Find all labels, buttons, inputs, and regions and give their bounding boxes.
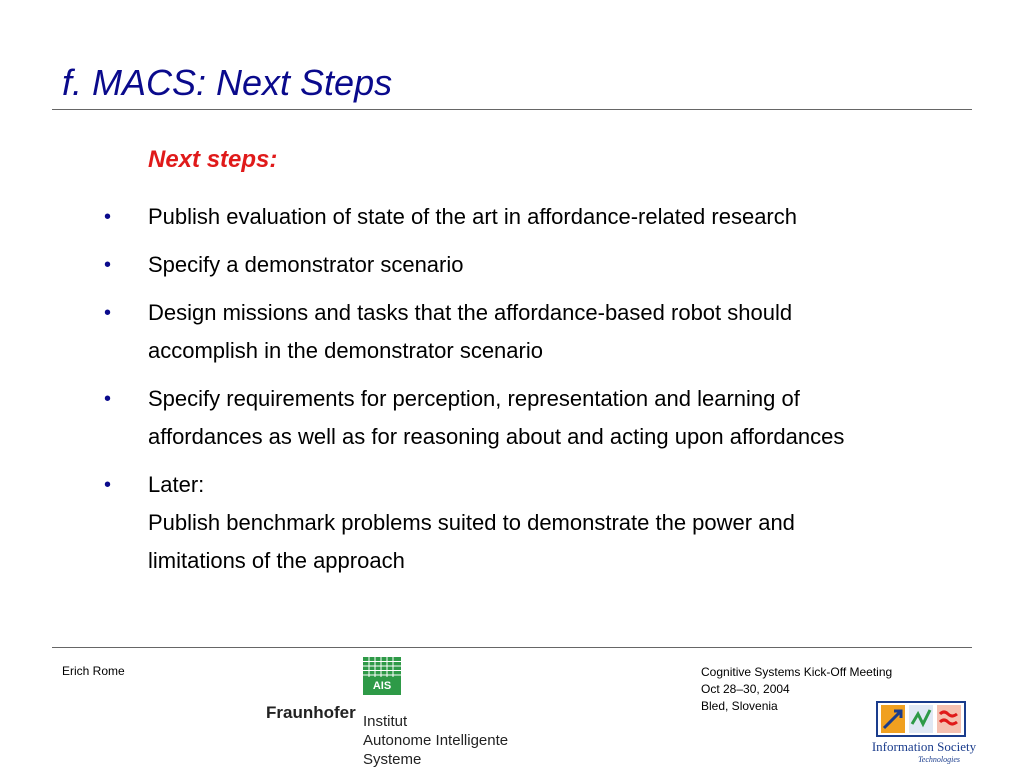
bullet-item <box>104 198 984 236</box>
bullet-item <box>104 246 984 284</box>
fraunhofer-ais-logo-icon <box>363 657 401 695</box>
bullet-text: Publish evaluation of state of the art in affordance-related research <box>148 204 797 229</box>
bullet-marker: • <box>104 474 112 496</box>
institute-line: Systeme <box>363 751 422 768</box>
bullet-text: limitations of the approach <box>148 548 405 573</box>
slide-title: f. MACS: Next Steps <box>62 62 393 103</box>
bullet-marker: • <box>104 302 112 324</box>
footer-divider <box>52 647 972 648</box>
event-name: Cognitive Systems Kick-Off Meeting <box>701 665 893 679</box>
bullet-text: accomplish in the demonstrator scenario <box>148 338 543 363</box>
ais-badge-text: AIS <box>372 680 392 692</box>
information-society-logo-icon <box>875 700 967 738</box>
bullet-item <box>104 380 984 456</box>
bullet-text: Specify requirements for perception, representation and learning of <box>148 386 800 411</box>
slide-subtitle: Next steps: <box>148 146 278 173</box>
bullet-marker: • <box>104 254 112 276</box>
footer-author: Erich Rome <box>62 664 125 678</box>
bullet-item <box>104 466 984 580</box>
ist-main-text: Information Society <box>871 739 977 754</box>
institute-name <box>363 712 508 769</box>
bullet-text: Specify a demonstrator scenario <box>148 252 464 277</box>
bullet-marker: • <box>104 388 112 410</box>
bullet-text: Publish benchmark problems suited to demonstrate the power and <box>148 510 795 535</box>
bullet-list <box>104 198 984 590</box>
bullet-text: affordances as well as for reasoning about and acting upon affordances <box>148 424 845 449</box>
bullet-marker: • <box>104 206 112 228</box>
institute-line: Institut <box>363 713 408 730</box>
fraunhofer-name: Fraunhofer <box>266 703 356 722</box>
institute-line: Autonome Intelligente <box>363 732 509 749</box>
event-location: Bled, Slovenia <box>701 699 778 713</box>
bullet-item <box>104 294 984 370</box>
title-divider <box>52 109 972 110</box>
event-date: Oct 28–30, 2004 <box>701 682 790 696</box>
footer-event-info <box>701 664 892 715</box>
information-society-label <box>862 739 986 764</box>
bullet-text: Design missions and tasks that the affordance-based robot should <box>148 300 793 325</box>
ist-sub-text: Technologies <box>918 755 960 764</box>
bullet-text: Later: <box>148 472 205 497</box>
